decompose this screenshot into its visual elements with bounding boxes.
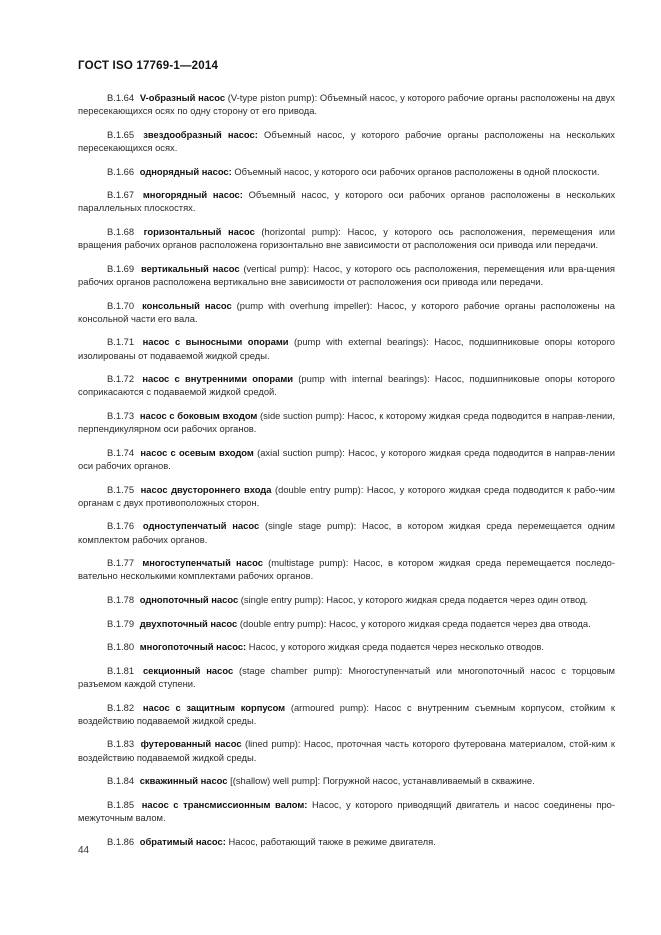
document-header: ГОСТ ISO 17769-1—2014 (78, 60, 219, 72)
entry-definition: (double entry pump): Насос, у которого жидкая среда подается через два отвода. (237, 617, 591, 629)
glossary-entry (78, 165, 615, 178)
glossary-entry (78, 774, 615, 787)
entry-number: В.1.66 (107, 165, 135, 177)
entry-term: футерованный насос (140, 738, 242, 750)
glossary-entry (78, 446, 615, 472)
entry-term: насос с выносными опорами (142, 336, 289, 348)
entry-number: В.1.80 (107, 641, 135, 653)
entry-term: многопоточный насос: (139, 641, 247, 653)
glossary-entry (78, 617, 615, 630)
entry-number: В.1.74 (107, 446, 135, 458)
glossary-entry (78, 299, 615, 325)
entry-definition: (single stage pump): Насос, в котором жидкая среда перемещается одним комплектом рабочих органов. (78, 520, 615, 545)
entry-definition: Насос, у которого приводящий двигатель и насос соединены про-межуточным валом. (78, 798, 616, 823)
entry-number: В.1.86 (107, 835, 135, 847)
entry-definition: Объемный насос, у которого рабочие органы расположены на нескольких пересекающихся осях. (78, 128, 615, 153)
entry-definition: (single entry pump): Насос, у которого жидкая среда подается через один отвод. (238, 593, 589, 605)
glossary-entries (78, 91, 615, 858)
glossary-entry (78, 128, 615, 154)
entry-term: насос с трансмиссионным валом: (141, 798, 308, 810)
entry-term: одноступенчатый насос (142, 520, 260, 532)
glossary-entry (78, 701, 615, 727)
entry-definition: (pump with external bearings): Насос, подшипниковые опоры которого изолированы от подаваемой жидкой среды. (78, 336, 616, 361)
entry-number: В.1.71 (107, 336, 135, 348)
entry-definition: (double entry pump): Насос, у которого жидкая среда подводится к рабо-чим органам с двух противоположных сторон. (78, 483, 615, 508)
entry-term: насос с защитным корпусом (142, 701, 286, 713)
entry-definition: (stage chamber pump): Многоступенчатый или многопоточный насос с торцовым разъемом каждой ступени. (78, 664, 615, 689)
entry-term: многоступенчатый насос (142, 557, 263, 569)
glossary-entry (78, 409, 615, 435)
entry-term: однопоточный насос (139, 593, 239, 605)
entry-number: В.1.81 (107, 664, 135, 676)
entry-definition: (horizontal pump): Насос, у которого ось расположения, перемещения или вращения рабочих органов расположена горизонтально вне зависимости от расположения оси привода или передачи. (78, 225, 616, 251)
entry-number: В.1.78 (107, 593, 135, 605)
entry-term: секционный насос (142, 664, 234, 676)
entry-number: В.1.73 (107, 409, 135, 421)
entry-definition: (side suction pump): Насос, к которому жидкая среда подводится в направ-лении, перпендикулярном оси рабочих органов. (78, 409, 615, 435)
entry-number: В.1.65 (107, 128, 135, 140)
entry-term: консольный насос (142, 299, 232, 311)
entry-term: звездообразный насос: (143, 128, 258, 140)
entry-definition: Объемный насос, у которого оси рабочих органов расположены в нескольких параллельных плоскостях. (78, 189, 616, 214)
entry-term: насос с внутренними опорами (142, 373, 294, 385)
entry-number: В.1.85 (107, 798, 135, 810)
entry-term: обратимый насос: (139, 835, 226, 847)
entry-definition: (lined pump): Насос, проточная часть которого футерована материалом, стой-ким к воздействию подаваемой жидкой среды. (78, 738, 615, 763)
glossary-entry (78, 91, 615, 117)
entry-number: В.1.67 (107, 189, 135, 201)
glossary-entry (78, 188, 615, 214)
entry-term: двухпоточный насос (139, 617, 238, 629)
entry-number: В.1.68 (107, 225, 135, 237)
glossary-entry (78, 737, 615, 763)
entry-number: В.1.64 (107, 92, 135, 103)
entry-term: V-образный насос (139, 92, 226, 103)
entry-number: В.1.84 (107, 775, 135, 787)
entry-term: однорядный насос: (139, 165, 232, 177)
entry-term: насос двустороннего входа (140, 483, 272, 495)
entry-definition: (multistage pump): Насос, в котором жидкая среда перемещается последо-вательно несколькими комплектами рабочих органов. (78, 557, 616, 582)
page-number: 44 (78, 845, 90, 856)
entry-definition: (V-type piston pump): Объемный насос, у которого рабочие органы расположены на двух пересекающихся осях по одну сторону от его привода. (78, 92, 615, 117)
entry-number: В.1.69 (107, 262, 135, 274)
entry-number: В.1.77 (107, 557, 135, 569)
entry-definition: (vertical pump): Насос, у которого ось расположения, перемещения или вра-щения рабочих органов расположена вертикально вне зависимости от расположения оси привода или передачи. (78, 262, 615, 287)
entry-definition: [(shallow) well pump]: Погружной насос, устанавливаемый в скважине. (227, 775, 535, 787)
glossary-entry (78, 262, 615, 288)
entry-term: многорядный насос: (142, 189, 243, 201)
entry-number: В.1.70 (107, 299, 135, 311)
glossary-entry (78, 556, 615, 582)
entry-number: В.1.76 (107, 520, 135, 532)
entry-term: горизонтальный насос (143, 225, 255, 237)
entry-definition: (axial suction pump): Насос, у которого жидкая среда подводится в направ-лении оси рабочих органов. (78, 446, 615, 471)
entry-term: вертикальный насос (140, 262, 240, 274)
entry-definition: (pump with internal bearings): Насос, подшипниковые опоры которого соприкасаются с подаваемой жидкой средой. (78, 373, 616, 398)
entry-number: В.1.72 (107, 373, 135, 385)
entry-definition: (pump with overhung impeller): Насос, у которого рабочие органы расположены на консольной части его вала. (78, 299, 616, 324)
entry-number: В.1.75 (107, 483, 135, 495)
entry-number: В.1.83 (107, 738, 135, 750)
glossary-entry (78, 225, 615, 251)
glossary-entry (78, 798, 615, 824)
entry-term: насос с боковым входом (139, 409, 258, 421)
glossary-entry (78, 664, 615, 690)
glossary-entry (78, 483, 615, 509)
glossary-entry (78, 372, 615, 398)
entry-definition: Насос, у которого жидкая среда подается через несколько отводов. (246, 641, 545, 653)
glossary-entry (78, 640, 615, 653)
glossary-entry (78, 335, 615, 361)
entry-number: В.1.82 (107, 701, 135, 713)
entry-number: В.1.79 (107, 617, 135, 629)
entry-term: насос с осевым входом (140, 446, 254, 458)
entry-definition: Объемный насос, у которого оси рабочих органов расположены в одной плоскости. (231, 165, 600, 177)
entry-definition: Насос, работающий также в режиме двигателя. (225, 835, 436, 847)
glossary-entry (78, 519, 615, 545)
entry-term: скважинный насос (139, 775, 228, 787)
entry-definition: (armoured pump): Насос с внутренним съемным корпусом, стойким к воздействию подаваемой жидкой среды. (78, 701, 615, 726)
glossary-entry (78, 593, 615, 606)
glossary-entry (78, 835, 615, 848)
